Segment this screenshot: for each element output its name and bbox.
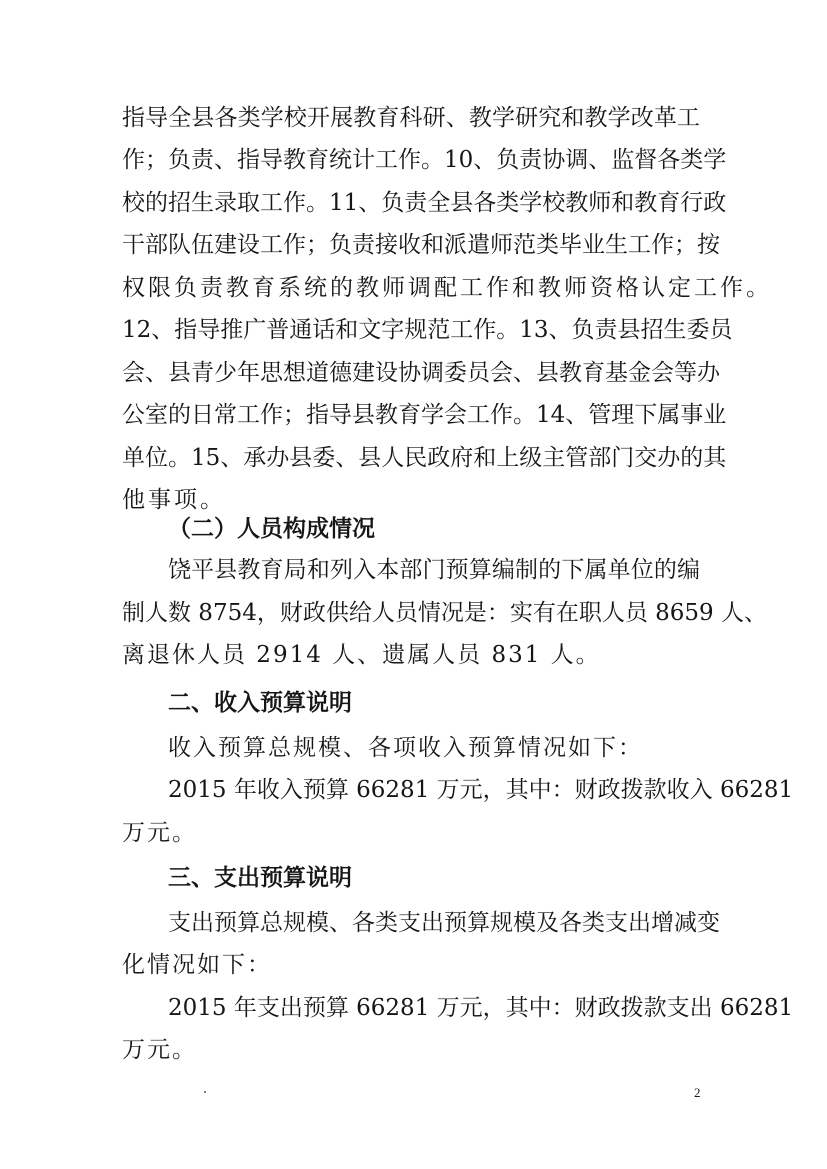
page-number: 2 (694, 1085, 701, 1100)
expense-line-1: 2015 年支出预算 66281 万元，其中：财政拨款支出 66281 (168, 995, 794, 1021)
expense-section-heading: 三、支出预算说明 (168, 865, 352, 891)
staff-line-1: 饶平县教育局和列入本部门预算编制的下属单位的编 (168, 557, 700, 583)
staff-line-2: 制人数 8754，财政供给人员情况是：实有在职人员 8659 人、 (122, 600, 767, 626)
staff-line-3: 离退休人员 2914 人、遗属人员 831 人。 (122, 642, 601, 668)
duties-line-5: 权限负责教育系统的教师调配工作和教师资格认定工作。 (122, 275, 772, 301)
duties-line-6: 12、指导推广普通话和文字规范工作。13、负责县招生委员 (122, 317, 733, 343)
expense-intro-line-1: 支出预算总规模、各类支出预算规模及各类支出增减变 (168, 910, 720, 936)
expense-intro-line-2: 化情况如下： (122, 952, 272, 978)
duties-line-10: 他事项。 (122, 487, 226, 513)
staff-section-heading: （二）人员构成情况 (168, 516, 375, 542)
duties-line-8: 公室的日常工作；指导县教育学会工作。14、管理下属事业 (122, 402, 727, 428)
duties-line-3: 校的招生录取工作。11、负责全县各类学校教师和教育行政 (122, 190, 727, 216)
duties-line-9: 单位。15、承办县委、县人民政府和上级主管部门交办的其 (122, 445, 727, 471)
scan-speck (204, 1091, 206, 1093)
income-line-2: 万元。 (122, 820, 197, 846)
duties-line-1: 指导全县各类学校开展教育科研、教学研究和教学改革工 (122, 105, 700, 131)
income-line-1: 2015 年收入预算 66281 万元，其中：财政拨款收入 66281 (168, 777, 794, 803)
expense-line-2: 万元。 (122, 1037, 197, 1063)
duties-line-7: 会、县青少年思想道德建设协调委员会、县教育基金会等办 (122, 360, 720, 386)
duties-line-4: 干部队伍建设工作；负责接收和派遣师范类毕业生工作；按 (122, 232, 720, 258)
income-section-heading: 二、收入预算说明 (168, 690, 352, 716)
duties-line-2: 作；负责、指导教育统计工作。10、负责协调、监督各类学 (122, 147, 727, 173)
income-intro: 收入预算总规模、各项收入预算情况如下： (168, 735, 643, 761)
